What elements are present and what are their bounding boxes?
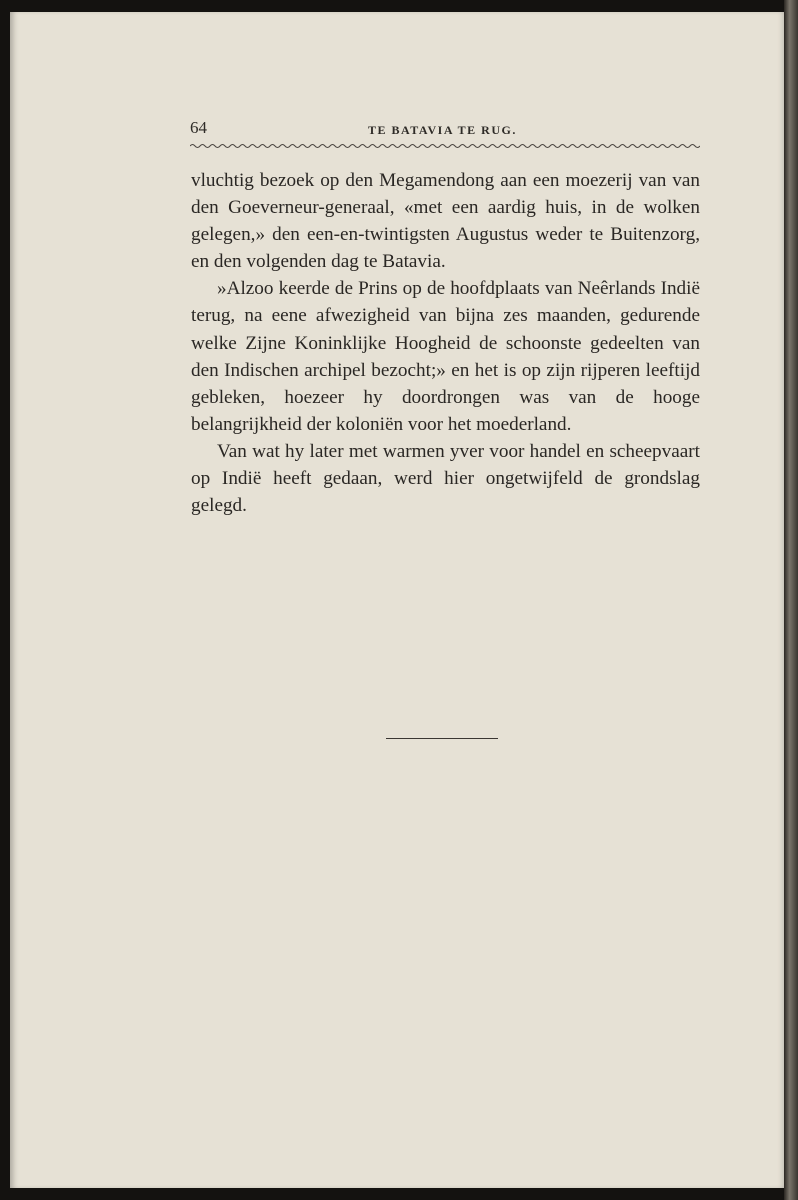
paragraph: Van wat hy later met warmen yver voor handel en scheepvaart op Indië heeft gedaan, werd hier ongetwijfeld de grondslag gelegd. <box>191 440 700 517</box>
page-edge <box>784 0 798 1200</box>
header-wavy-rule <box>190 142 700 150</box>
paragraph: vluchtig bezoek op den Megamendong aan een moezerij van van den Goeverneur-generaal, «met een aardig huis, in de wolken gelegen,» den een-en-twintigsten Augustus weder te Buitenzorg, en den volgenden dag te Batavia. <box>191 170 700 273</box>
page-number: 64 <box>190 118 207 137</box>
paragraph: »Alzoo keerde de Prins op de hoofdplaats van Neêrlands Indië terug, na eene afwezigheid van bijna zes maanden, gedurende welke Zijne Koninklijke Hoogheid de schoonste gedeelten van den Indischen archipel bezocht;» en het is op zijn rijperen leeftijd gebleken, hoezeer hy doordrongen was van de hooge belangrijkheid der koloniën voor het moederland. <box>191 278 700 435</box>
page-header <box>190 118 700 142</box>
running-head: TE BATAVIA TE RUG. <box>368 123 517 137</box>
body-text <box>191 167 700 519</box>
section-end-rule <box>386 738 498 739</box>
